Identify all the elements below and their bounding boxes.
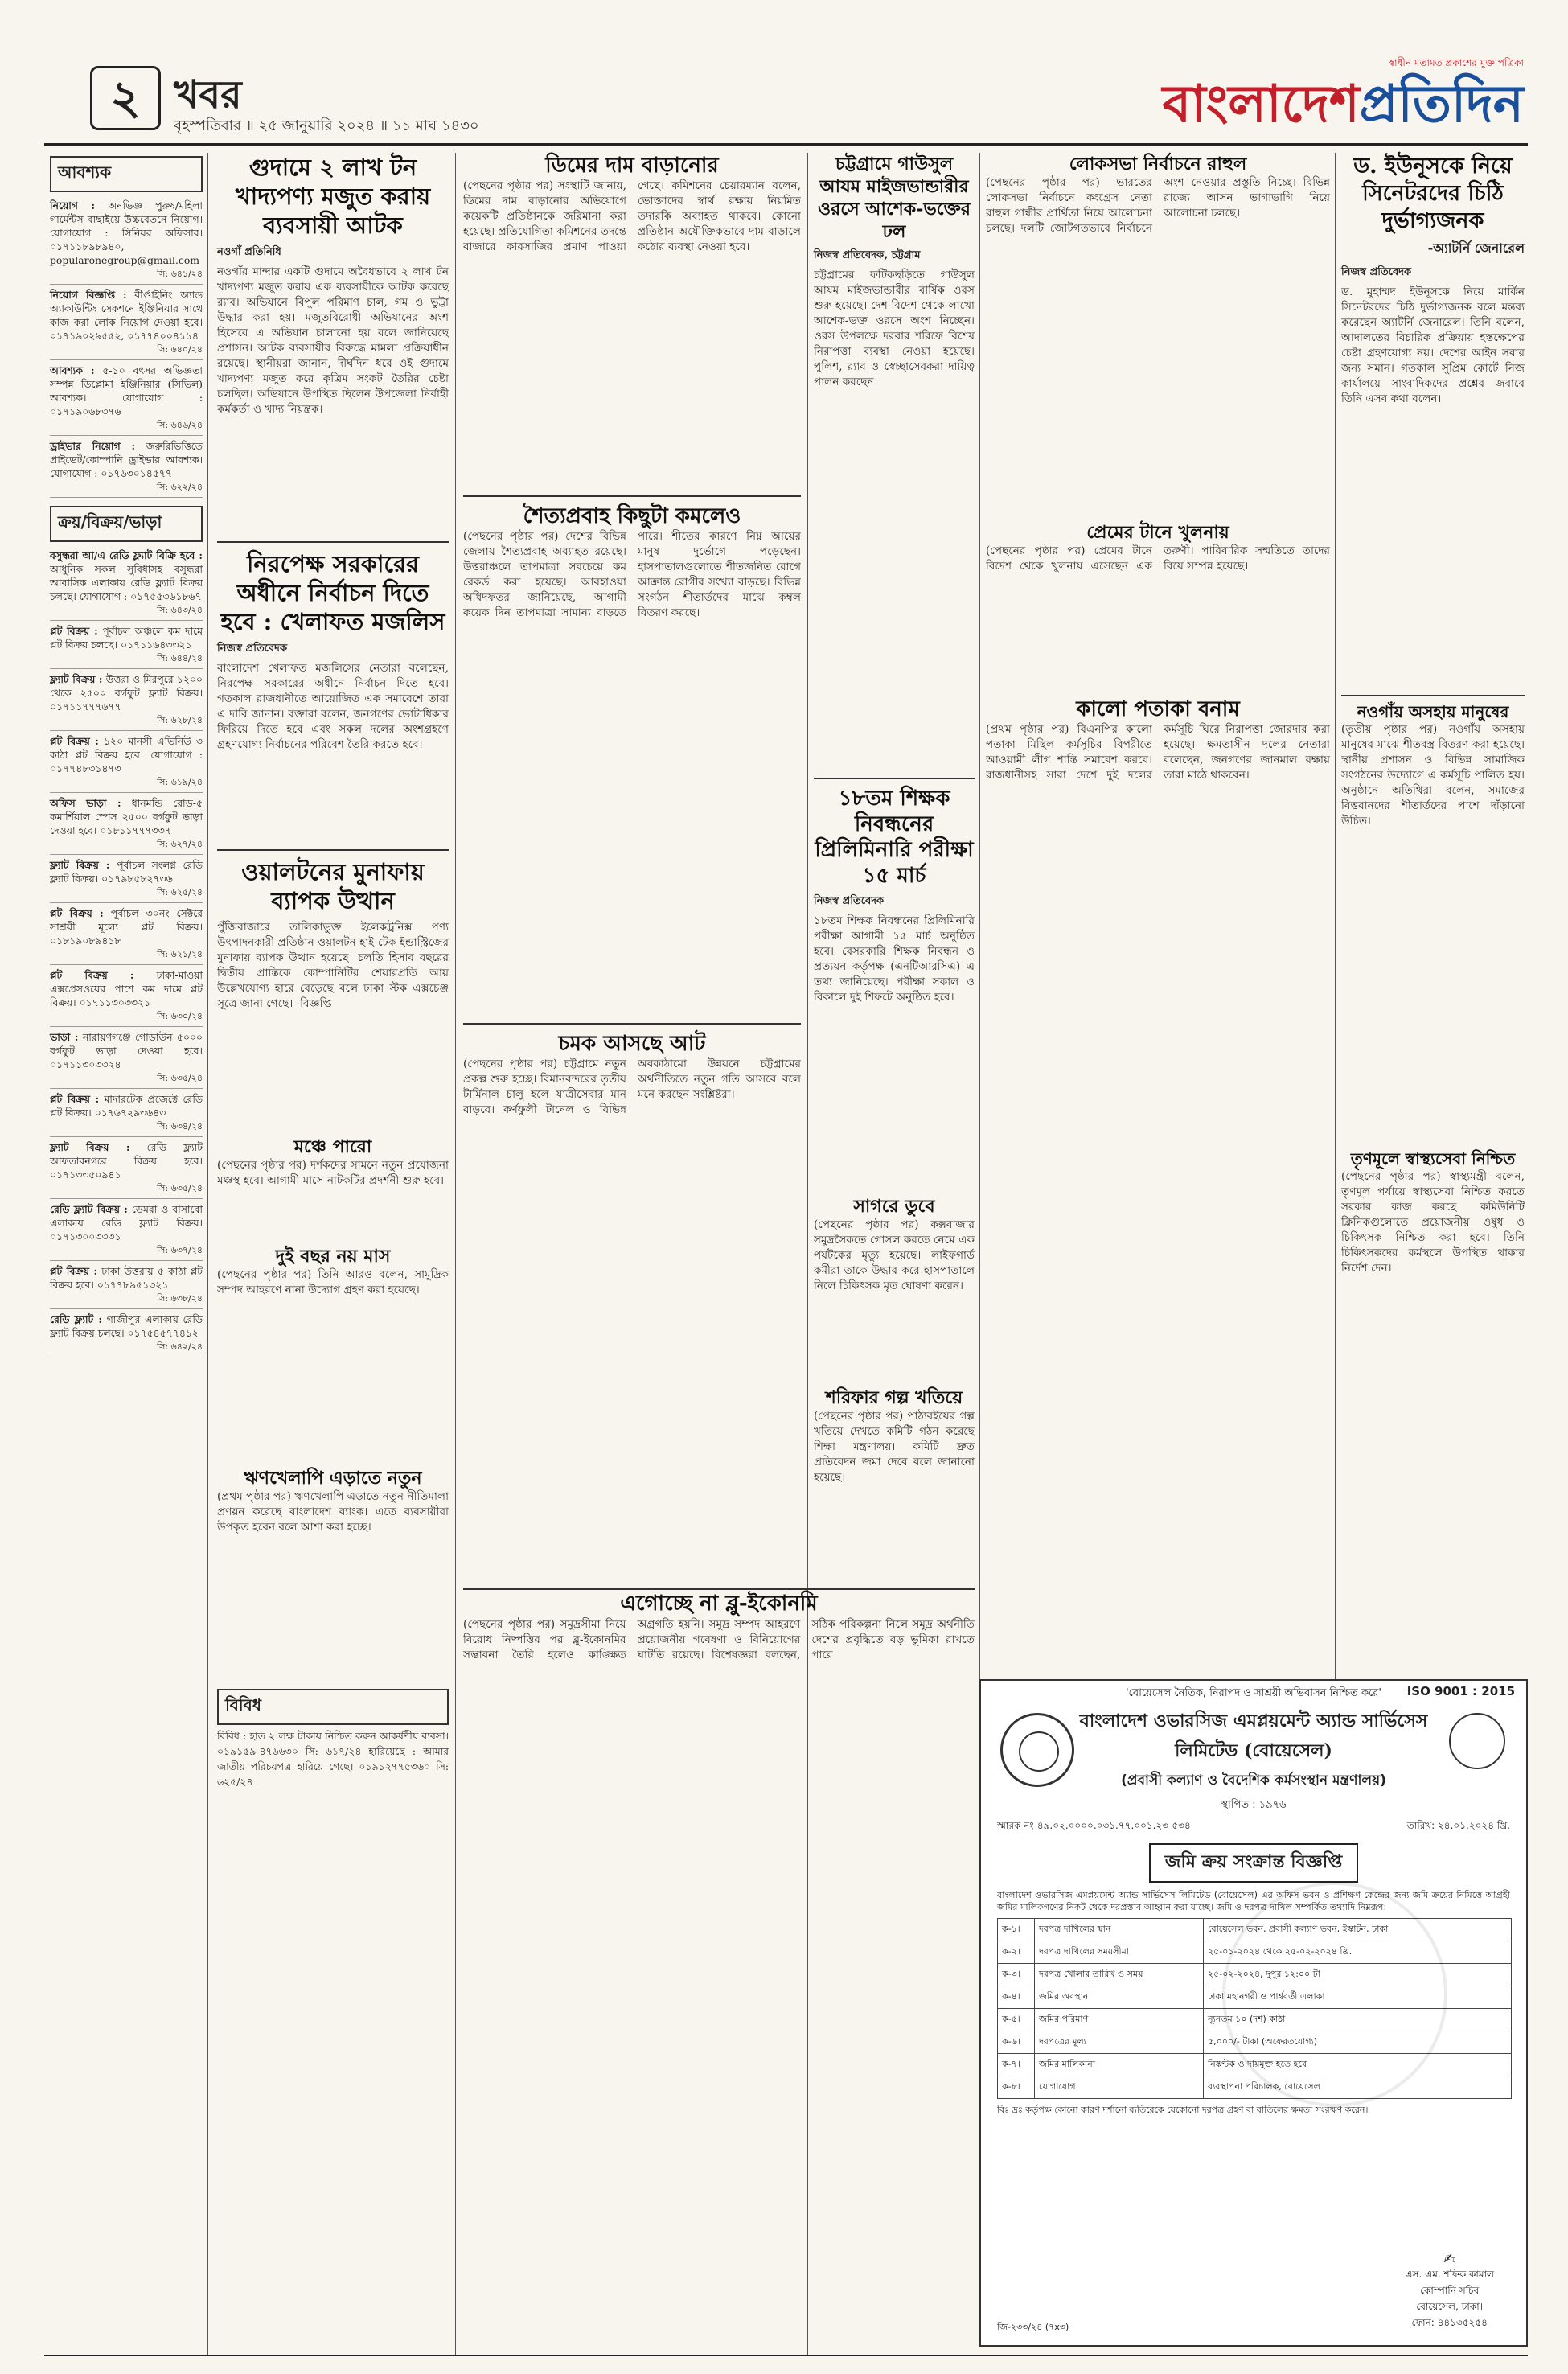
classified-item[interactable] <box>50 855 203 903</box>
story-body: পুঁজিবাজারে তালিকাভুক্ত ইলেকট্রনিক্স পণ্য উৎপাদনকারী প্রতিষ্ঠান ওয়ালটন হাই-টেক ইন্ডাস্ট্রিজের মুনাফায় ব্যাপক উত্থান হয়েছে। চলতি হিসাব বছরের দ্বিতীয় প্রান্তিকে কোম্পানিটির শেয়ারপ্রতি আয় উল্লেখযোগ্য হারে বেড়েছে বলে ঢাকা স্টক এক্সচেঞ্জ সূত্রে জানা গেছে। -বিজ্ঞপ্তি <box>217 921 449 1010</box>
seal-watermark <box>1222 1882 1447 2107</box>
classified-item-ref: সি: ৬৩৭/২৪ <box>156 1245 203 1255</box>
classified-item-text: উত্তরা ও মিরপুরে ১২০০ থেকে ২৫০০ বর্গফুট ফ্ল্যাট বিক্রয়। ০১৭১১৭৭৭৬৭৭ <box>50 673 203 713</box>
ad-table-cell: ন্যূনতম ১০ (দশ) কাঠা <box>1204 2009 1512 2031</box>
classified-item-text: রেডি ফ্ল্যাট আফতাবনগরে বিক্রয় হবে। ০১৭১৩৩৫০৯৪১ <box>50 1141 203 1181</box>
ad-table-cell: ক-৪। <box>998 1986 1035 2009</box>
headline-yunus[interactable]: ড. ইউনূসকে নিয়ে সিনেটরদের চিঠি দুর্ভাগ্যজনক <box>1353 154 1513 233</box>
story-body: (পেছনের পৃষ্ঠার পর) সংস্থাটি জানায়, ডিমের দাম বাড়ানোর অভিযোগে কয়েকটি প্রতিষ্ঠানকে জরিমানা করা হয়েছে। প্রতিযোগিতা কমিশনের তদন্তে বাজারে কারসাজির প্রমাণ পাওয়া গেছে। কমিশনের চেয়ারম্যান বলেন, ভোক্তাদের স্বার্থ রক্ষায় নিয়মিত তদারকি অব্যাহত থাকবে। কোনো প্রতিষ্ঠান অযৌক্তিকভাবে দাম বাড়ালে কঠোর ব্যবস্থা নেওয়া হবে। <box>463 179 801 253</box>
ad-intro: বাংলাদেশ ওভারসিজ এমপ্লয়মেন্ট অ্যান্ড সার্ভিসেস লিমিটেড (বোয়েসেল) এর অফিস ভবন ও প্রশিক্ষণ কেন্দ্রের জন্য জমি ক্রয়ের নিমিত্তে আগ্রহী জমির মালিকগণের নিকট থেকে দরপ্রস্তাব আহ্বান করা যাচ্ছে। জমি ও দরপত্র দাখিল সম্পর্কিত তথ্যাদি নিম্নরূপ: <box>997 1890 1510 1912</box>
land-purchase-notice-ad[interactable] <box>979 1679 1528 2347</box>
classified-item-ref: সি: ৬৩৪/২৪ <box>156 1121 203 1132</box>
story-column-5 <box>986 153 1330 1526</box>
ad-table-cell: ব্যবস্থাপনা পরিচালক, বোয়েসেল <box>1204 2076 1512 2099</box>
ad-table-cell: ক-৫। <box>998 2009 1035 2031</box>
classified-item-ref: সি: ৬৪১/২৪ <box>156 269 203 279</box>
header-rule <box>44 143 1528 146</box>
story-column-2 <box>217 153 449 1841</box>
classified-item-text: গাজীপুর এলাকায় রেডি ফ্ল্যাট বিক্রয় চলছে। ০১৭৫৪৫৭৭৪১২ <box>50 1313 203 1339</box>
classified-item-ref: সি: ৬৪৪/২৪ <box>156 653 203 663</box>
classified-item[interactable] <box>50 731 203 793</box>
classified-item-title: আবশ্যক : <box>50 364 95 376</box>
classified-item[interactable] <box>50 360 203 436</box>
classified-item-title: রেডি ফ্ল্যাট বিক্রয় : <box>50 1203 128 1215</box>
story-body: চট্টগ্রামের ফটিকছড়িতে গাউসুল আযম মাইজভান্ডারীর বার্ষিক ওরস শুরু হয়েছে। দেশ-বিদেশ থেকে লাখো আশেক-ভক্ত ওরসে অংশ নিচ্ছেন। ওরস উপলক্ষে দরবার শরিফে বিশেষ নিরাপত্তা ব্যবস্থা নেওয়া হয়েছে। পুলিশ, র‌্যাব ও স্বেচ্ছাসেবকরা দায়িত্ব পালন করছেন। <box>814 269 975 388</box>
story-body: (পেছনের পৃষ্ঠার পর) দেশের বিভিন্ন জেলায় শৈত্যপ্রবাহ অব্যাহত রয়েছে। উত্তরাঞ্চলে তাপমাত্রা সবচেয়ে কম রেকর্ড করা হয়েছে। আবহাওয়া অধিদফতর জানিয়েছে, আগামী কয়েক দিন তাপমাত্রা সামান্য বাড়তে পারে। শীতের কারণে নিম্ন আয়ের মানুষ দুর্ভোগে পড়েছেন। হাসপাতালগুলোতে শীতজনিত রোগে আক্রান্ত রোগীর সংখ্যা বাড়ছে। বিভিন্ন সংগঠন শীতার্তদের মাঝে কম্বল বিতরণ করছে। <box>463 530 801 619</box>
ad-table-cell: দরপত্রের মূল্য <box>1035 2031 1204 2054</box>
headline-teacher-reg[interactable]: ১৮তম শিক্ষক নিবন্ধনের প্রিলিমিনারি পরীক্ষা ১৫ মার্চ <box>814 778 975 889</box>
classified-item-ref: সি: ৬৩০/২৪ <box>156 1011 203 1021</box>
ad-ref-no: স্মারক নং-৪৯.০২.০০০০.০৩১.৭৭.০০১.২৩-৫৩৪ <box>997 1820 1191 1831</box>
headline-stage[interactable]: মঞ্চে পারো <box>293 1136 372 1157</box>
headline-sea[interactable]: সাগরে ডুবে <box>853 1196 935 1217</box>
classified-item-text: অনভিজ্ঞ পুরুষ/মহিলা গার্মেন্টস বাছাইয়ে উচ্চবেতনে নিয়োগ। যোগাযোগ : সিনিয়র অফিসার। ০১৭১১৮৯৮৯৪০, popularonegroup@gmail.com <box>50 199 203 266</box>
classified-item-title: প্লট বিক্রয় : <box>50 907 104 919</box>
classified-column <box>50 153 203 1357</box>
classified-item[interactable] <box>50 1027 203 1089</box>
classified-item-title: নিয়োগ : <box>50 199 96 212</box>
headline-walton[interactable]: ওয়ালটনের মুনাফায় ব্যাপক উত্থান <box>217 849 449 915</box>
story-body: (পেছনের পৃষ্ঠার পর) সমুদ্রসীমা নিয়ে বিরোধ নিষ্পত্তির পর ব্লু-ইকোনমির সম্ভাবনা তৈরি হলেও কাঙ্ক্ষিত অগ্রগতি হয়নি। সমুদ্র সম্পদ আহরণে প্রয়োজনীয় গবেষণা ও বিনিয়োগের ঘাটতি রয়েছে। বিশেষজ্ঞরা বলছেন, সঠিক পরিকল্পনা নিলে সমুদ্র অর্থনীতি দেশের প্রবৃদ্ধিতে বড় ভূমিকা রাখতে পারে। <box>463 1618 975 1661</box>
ad-signature-block <box>1405 2251 1494 2332</box>
misc-heading: বিবিধ <box>217 1689 449 1725</box>
headline-neutral-govt[interactable]: নিরপেক্ষ সরকারের অধীনে নির্বাচন দিতে হবে : খেলাফত মজলিস <box>217 541 449 636</box>
signer-org: বোয়েসেল, ঢাকা। <box>1416 2301 1484 2312</box>
classified-item-text: মাদারটেক প্রজেক্টে রেডি প্লট বিক্রয়। ০১৭৬৭২৯৩৬৪৩ <box>50 1093 203 1119</box>
story-body: বাংলাদেশ খেলাফত মজলিসের নেতারা বলেছেন, নিরপেক্ষ সরকারের অধীনে নির্বাচন দিতে হবে। গতকাল রাজধানীতে আয়োজিত এক সমাবেশে তারা এ দাবি জানান। বক্তারা বলেন, জনগণের ভোটাধিকার ফিরিয়ে দিতে হবে এবং সকল দলের অংশগ্রহণে গ্রহণযোগ্য নির্বাচনের পরিবেশ তৈরি করতে হবে। <box>217 662 449 751</box>
story-body: নওগাঁর মান্দার একটি গুদামে অবৈধভাবে ২ লাখ টন খাদ্যপণ্য মজুত করায় এক ব্যবসায়ীকে আটক করেছে র‌্যাব। অভিযানে বিপুল পরিমাণ চাল, গম ও ভুট্টা উদ্ধার করা হয়। মজুতবিরোধী অভিযানের অংশ হিসেবে এ অভিযান চালানো হয় বলে জানিয়েছে প্রশাসন। আটক ব্যবসায়ীর বিরুদ্ধে মামলা প্রক্রিয়াধীন রয়েছে। স্থানীয়রা জানান, দীর্ঘদিন ধরে ওই গুদামে খাদ্যপণ্য মজুত করে কৃত্রিম সংকট তৈরির চেষ্টা চলছিল। অভিযানে উপস্থিত ছিলেন উপজেলা নির্বাহী কর্মকর্তা ও খাদ্য নিয়ন্ত্রক। <box>217 265 449 416</box>
ad-table-cell: ঢাকা মহানগরী ও পার্শ্ববর্তী এলাকা <box>1204 1986 1512 2009</box>
headline-black-flag[interactable]: কালো পতাকা বনাম <box>1076 697 1240 721</box>
ad-title: জমি ক্রয় সংক্রান্ত বিজ্ঞপ্তি <box>1149 1843 1358 1883</box>
classified-item[interactable] <box>50 436 203 498</box>
classified-item-text: ঢাকা-মাওয়া এক্সপ্রেসওয়ের পাশে কম দামে প্লট বিক্রয়। ০১৭১১৩০৩৩২১ <box>50 969 203 1008</box>
headline-cold-wave[interactable]: শৈত্যপ্রবাহ কিছুটা কমলেও <box>463 495 801 529</box>
classified-item-text: পূর্বাচল ৩০নং সেক্টরে সাশ্রয়ী মূল্যে প্লট বিক্রয়। ০১৮১৯০৮৯৪১৮ <box>50 907 203 947</box>
ad-table-cell: জমির পরিমাণ <box>1035 2009 1204 2031</box>
classified-item-ref: সি: ৬২২/২৪ <box>156 482 203 492</box>
masthead[interactable] <box>1163 56 1524 135</box>
story-body: (পেছনের পৃষ্ঠার পর) চট্টগ্রামে নতুন প্রকল্প শুরু হচ্ছে। বিমানবন্দরের তৃতীয় টার্মিনাল চালু হলে যাত্রীসেবার মান বাড়বে। কর্ণফুলী টানেল ও বিভিন্ন অবকাঠামো উন্নয়নে চট্টগ্রামের অর্থনীতিতে নতুন গতি আসবে বলে মনে করছেন সংশ্লিষ্টরা। <box>463 1058 801 1116</box>
classified-item-ref: সি: ৬২৭/২৪ <box>156 839 203 849</box>
classified-item-title: ফ্ল্যাট বিক্রয় : <box>50 1141 130 1153</box>
column-divider <box>979 153 980 1681</box>
story-body: (প্রথম পৃষ্ঠার পর) বিএনপির কালো পতাকা মিছিল কর্মসূচির বিপরীতে আওয়ামী লীগ শান্তি সমাবেশ করবে। রাজধানীসহ সারা দেশে দুই দলের কর্মসূচি ঘিরে নিরাপত্তা জোরদার করা হয়েছে। ক্ষমতাসীন দলের নেতারা বলেছেন, জনগণের জানমাল রক্ষায় তারা মাঠে থাকবেন। <box>986 723 1330 782</box>
ad-ref-line <box>981 1814 1526 1835</box>
boesl-emblem-icon <box>1449 1713 1505 1769</box>
classified-heading: ক্রয়/বিক্রয়/ভাড়া <box>50 506 203 542</box>
byline: নিজস্ব প্রতিবেদক <box>1341 266 1412 278</box>
ad-table-cell: ৫,০০০/- টাকা (অফেরতযোগ্য) <box>1204 2031 1512 2054</box>
ad-organization: বাংলাদেশ ওভারসিজ এমপ্লয়মেন্ট অ্যান্ড সার্ভিসেস লিমিটেড (বোয়েসেল) <box>1079 1711 1428 1761</box>
classified-item-title: প্লট বিক্রয় : <box>50 1093 100 1105</box>
classified-item-title: প্লট বিক্রয় : <box>50 625 98 637</box>
misc-body: বিবিধ : হাত ২ লক্ষ টাকায় নিশ্চিত করুন আকর্ষণীয় ব্যবসা। ০১৯১৫৯-৪৭৬৬৩০ সি: ৬১৭/২৪ হারিয়েছে : আমার জাতীয় পরিচয়পত্র হারিয়ে গেছে। ০১৯১২৭৭৫৩৬০ সি: ৬২৫/২৪ <box>217 1730 449 1788</box>
story-body: (পেছনের পৃষ্ঠার পর) প্রেমের টানে বিদেশ থেকে খুলনায় এসেছেন এক তরুণী। পারিবারিক সম্মতিতে তাদের বিয়ে সম্পন্ন হয়েছে। <box>986 544 1330 573</box>
story-column-4 <box>814 153 975 1602</box>
signer-phone: ফোন: ৪৪১৩৫২৫৪ <box>1411 2317 1488 2328</box>
classified-item-text: ধানমন্ডি রোড-৫ কমার্শিয়াল স্পেস ২৫০০ বর্গফুট ভাড়া দেওয়া হবে। ০১৮১১৭৭৭৩৩৭ <box>50 797 203 836</box>
classified-item-ref: সি: ৬২৮/২৪ <box>156 715 203 725</box>
classified-item[interactable] <box>50 545 203 621</box>
classified-item-text: ডেমরা ও বাসাবো এলাকায় রেডি ফ্ল্যাট বিক্রয়। ০১৭১৩০০৩৩৩১ <box>50 1203 203 1242</box>
ad-table-cell: ২৫-০২-২০২৪, দুপুর ১২:০০ টা <box>1204 1964 1512 1986</box>
ad-table-cell: ক-৭। <box>998 2054 1035 2076</box>
classified-item[interactable] <box>50 1089 203 1137</box>
signer-name: এস. এম. শফিক কামাল <box>1405 2269 1494 2280</box>
classified-item-title: ড্রাইভার নিয়োগ : <box>50 440 136 452</box>
headline-maizbhandari[interactable]: চট্টগ্রামে গাউসুল আযম মাইজভান্ডারীর ওরসে আশেক-ভক্তের ঢল <box>817 154 971 242</box>
classified-item[interactable] <box>50 669 203 731</box>
classified-item-ref: সি: ৬৪৬/২৪ <box>156 420 203 430</box>
ad-table-cell: নিষ্কণ্টক ও দায়মুক্ত হতে হবে <box>1204 2054 1512 2076</box>
headline-atat[interactable]: চমক আসছে আট <box>463 1023 801 1057</box>
byline: নওগাঁ প্রতিনিধি <box>217 246 281 258</box>
headline-godown[interactable]: গুদামে ২ লাখ টন খাদ্যপণ্য মজুত করায় ব্যবসায়ী আটক <box>235 154 431 239</box>
classified-item-ref: সি: ৬২৫/২৪ <box>156 887 203 897</box>
classified-item-text: ৫-১০ বৎসর অভিজ্ঞতা সম্পন্ন ডিপ্লোমা ইঞ্জিনিয়ার (সিভিল) আবশ্যক। যোগাযোগ : ০১৭১৯০৬৮৩৭৬ <box>50 364 203 417</box>
classified-item[interactable] <box>50 1309 203 1357</box>
footer-rule <box>44 2355 1528 2356</box>
iso-label: ISO 9001 : 2015 <box>1406 1684 1515 1698</box>
ad-table-row <box>998 2076 1512 2099</box>
classified-item-ref: সি: ৬২১/২৪ <box>156 949 203 959</box>
signature-icon: ✍ <box>1443 2251 1456 2268</box>
classified-item-ref: সি: ৬৪২/২৪ <box>156 1341 203 1352</box>
byline: নিজস্ব প্রতিবেদক <box>814 895 885 907</box>
story-body: (পেছনের পৃষ্ঠার পর) স্বাস্থ্যমন্ত্রী বলেন, তৃণমূল পর্যায়ে স্বাস্থ্যসেবা নিশ্চিত করতে সরকার কাজ করছে। কমিউনিটি ক্লিনিকগুলোতে প্রয়োজনীয় ওষুধ ও চিকিৎসক নিশ্চিত করা হবে। তিনি চিকিৎসকদের কর্মস্থলে উপস্থিত থাকার নির্দেশ দেন। <box>1341 1170 1525 1275</box>
classified-item-title: ফ্ল্যাট বিক্রয় : <box>50 673 103 685</box>
masthead-tagline: স্বাধীন মতামত প্রকাশের মুক্ত পত্রিকা <box>1388 57 1524 68</box>
byline: নিজস্ব প্রতিবেদক, চট্টগ্রাম <box>814 249 921 261</box>
section-name: খবর <box>174 72 242 117</box>
story-body: (পেছনের পৃষ্ঠার পর) দর্শকদের সামনে নতুন প্রযোজনা মঞ্চস্থ হবে। আগামী মাসে নাটকটির প্রদর্শনী শুরু হবে। <box>217 1159 449 1187</box>
ad-table-cell: ক-১। <box>998 1919 1035 1941</box>
dateline: বৃহস্পতিবার ॥ ২৫ জানুয়ারি ২০২৪ ॥ ১১ মাঘ ১৪৩০ <box>174 117 479 134</box>
ad-code: জি-২৩৩/২৪ (৭x৩) <box>997 2322 1069 2332</box>
headline-attribution: -অ্যাটর্নি জেনারেল <box>1427 240 1525 256</box>
classified-item-title: রেডি ফ্ল্যাট : <box>50 1313 102 1325</box>
story-column-3 <box>463 153 801 1507</box>
classified-item-text: ১২০ মানসী এভিনিউ ৩ কাঠা প্লট বিক্রয় হবে। যোগাযোগ : ০১৭৭৪৮৩১৪৭৩ <box>50 735 203 774</box>
column-divider <box>455 153 456 2356</box>
ad-table-cell: ক-৩। <box>998 1964 1035 1986</box>
story-body: (পেছনের পৃষ্ঠার পর) তিনি আরও বলেন, সামুদ্রিক সম্পদ আহরণে নানা উদ্যোগ গ্রহণ করা হয়েছে। <box>217 1268 449 1296</box>
classified-item-title: প্লট বিক্রয় : <box>50 969 134 981</box>
classified-item[interactable] <box>50 793 203 855</box>
classified-item-ref: সি: ৬১৯/২৪ <box>156 777 203 787</box>
ad-table-cell: ক-৮। <box>998 2076 1035 2099</box>
headline-sharifa[interactable]: শরিফার গল্প খতিয়ে <box>825 1387 963 1408</box>
classified-item[interactable] <box>50 285 203 360</box>
story-body: (প্রথম পৃষ্ঠার পর) ঋণখেলাপি এড়াতে নতুন নীতিমালা প্রণয়ন করেছে বাংলাদেশ ব্যাংক। এতে ব্যবসায়ীরা উপকৃত হবেন বলে আশা করা হচ্ছে। <box>217 1490 449 1534</box>
classified-item-ref: সি: ৬৪৩/২৪ <box>156 605 203 615</box>
page-number: ২ <box>90 66 161 130</box>
ad-table-cell: দরপত্র খোলার তারিখ ও সময় <box>1035 1964 1204 1986</box>
classified-item-text: বীর্ণ্ডাইনিং অ্যান্ড অ্যাকাউন্টিং সেকশনে ইঞ্জিনিয়ার সাথে কাজ করা লোক নিয়োগ দেওয়া হবে। ০১৭১৯০২৯৫৫২, ০১৭৭৪০০৪১১৪ <box>50 289 203 342</box>
ad-table-cell: ক-৬। <box>998 2031 1035 2054</box>
classified-item[interactable] <box>50 1137 203 1199</box>
classified-item-text: জরুরিভিত্তিতে প্রাইভেট/কোম্পানি ড্রাইভার আবশ্যক। যোগাযোগ : ০১৭৬৩০১৪৫৭৭ <box>50 440 203 479</box>
classified-item-text: ঢাকা উত্তরায় ৫ কাঠা প্লট বিক্রয় হবে। ০১৭৭৮৯৫১৩২১ <box>50 1265 203 1291</box>
classified-item[interactable] <box>50 903 203 965</box>
classified-item-text: পূর্বাচল সংলগ্ন রেডি ফ্ল্যাট বিক্রয়। ০১৭৯৮৫৮২৭৩৬ <box>50 859 203 885</box>
ad-table-cell: জমির অবস্থান <box>1035 1986 1204 2009</box>
ad-table-cell: ক-২। <box>998 1941 1035 1964</box>
classified-item-text: পূর্বাচল অঞ্চলে কম দামে প্লট বিক্রয় চলছে। ০১৭১১৬৪৩৩২১ <box>50 625 203 651</box>
story-body: ১৮তম শিক্ষক নিবন্ধনের প্রিলিমিনারি পরীক্ষা আগামী ১৫ মার্চ অনুষ্ঠিত হবে। বেসরকারি শিক্ষক নিবন্ধন ও প্রত্যয়ন কর্তৃপক্ষ (এনটিআরসিএ) এ তথ্য জানিয়েছে। পরীক্ষা সকাল ও বিকালে দুই শিফটে অনুষ্ঠিত হবে। <box>814 914 975 1004</box>
ad-table-cell: ২৫-০১-২০২৪ থেকে ২৫-০২-২০২৪ খ্রি. <box>1204 1941 1512 1964</box>
story-body: (পেছনের পৃষ্ঠার পর) পাঠ্যবইয়ের গল্প খতিয়ে দেখতে কমিটি গঠন করেছে শিক্ষা মন্ত্রণালয়। কমিটি দ্রুত প্রতিবেদন জমা দেবে বলে জানানো হয়েছে। <box>814 1410 975 1484</box>
ad-footnote: বিঃ দ্রঃ কর্তৃপক্ষ কোনো কারণ দর্শানো ব্যতিরেকে যেকোনো দরপত্র গ্রহণ বা বাতিলের ক্ষমতা সংরক্ষণ করেন। <box>997 2105 1369 2115</box>
ad-table-cell: যোগাযোগ <box>1035 2076 1204 2099</box>
headline-naogaon[interactable]: নওগাঁয় অসহায় মানুষের <box>1341 695 1525 722</box>
classified-item[interactable] <box>50 1199 203 1261</box>
story-body: (পেছনের পৃষ্ঠার পর) ভারতের লোকসভা নির্বাচনে কংগ্রেস নেতা রাহুল গান্ধীর প্রার্থিতা নিয়ে আলোচনা চলছে। দলটি জোটগতভাবে নির্বাচনে অংশ নেওয়ার প্রস্তুতি নিচ্ছে। বিভিন্ন রাজ্যে আসন ভাগাভাগি নিয়ে আলোচনা চলছে। <box>986 176 1330 235</box>
headline-two-years[interactable]: দুই বছর নয় মাস <box>275 1246 391 1267</box>
classified-item-title: ভাড়া : <box>50 1031 79 1043</box>
column-divider <box>207 153 208 2356</box>
headline-love[interactable]: প্রেমের টানে খুলনায় <box>1086 522 1229 543</box>
masthead-logo: বাংলাদেশপ্রতিদিন <box>1162 74 1524 134</box>
story-blue-economy <box>463 1588 975 2325</box>
classified-item-title: বসুন্ধরা আ/এ রেডি ফ্ল্যাট বিক্রি হবে : <box>50 549 203 561</box>
ad-ministry: (প্রবাসী কল্যাণ ও বৈদেশিক কর্মসংস্থান মন্ত্রণালয়) <box>1121 1772 1386 1789</box>
classified-item[interactable] <box>50 621 203 669</box>
classified-item[interactable] <box>50 1261 203 1309</box>
classified-item[interactable] <box>50 965 203 1027</box>
ad-table-cell: দরপত্র দাখিলের সময়সীমা <box>1035 1941 1204 1964</box>
headline-loan[interactable]: ঋণখেলাপি এড়াতে নতুন <box>244 1468 422 1489</box>
classified-item-title: প্লট বিক্রয় : <box>50 1265 98 1277</box>
headline-blue-economy[interactable]: এগোচ্ছে না ব্লু-ইকোনমি <box>620 1592 818 1616</box>
byline: নিজস্ব প্রতিবেদক <box>217 643 288 655</box>
classified-item-title: প্লট বিক্রয় : <box>50 735 99 747</box>
story-body: (তৃতীয় পৃষ্ঠার পর) নওগাঁয় অসহায় মানুষের মাঝে শীতবস্ত্র বিতরণ করা হয়েছে। স্থানীয় প্রশাসন ও বিভিন্ন সামাজিক সংগঠনের উদ্যোগে এ কর্মসূচি পালিত হয়। অনুষ্ঠানে অতিথিরা বলেন, সমাজের বিত্তবানদের শীতার্তদের পাশে দাঁড়ানো উচিত। <box>1341 723 1525 828</box>
classified-item-ref: সি: ৬৩৫/২৪ <box>156 1073 203 1083</box>
ad-table-cell: দরপত্র দাখিলের স্থান <box>1035 1919 1204 1941</box>
story-body: (পেছনের পৃষ্ঠার পর) কক্সবাজার সমুদ্রসৈকতে গোসল করতে নেমে এক পর্যটকের মৃত্যু হয়েছে। লাইফগার্ড কর্মীরা তাকে উদ্ধার করে হাসপাতালে নিলে চিকিৎসক মৃত ঘোষণা করেন। <box>814 1218 975 1292</box>
signer-title: কোম্পানি সচিব <box>1420 2285 1480 2296</box>
classified-item-text: নারায়ণগঞ্জে গোডাউন ৫০০০ বর্গফুট ভাড়া দেওয়া হবে। ০১৭১১৩০৩৩২৪ <box>50 1031 203 1070</box>
ad-table-cell: বোয়েসেল ভবন, প্রবাসী কল্যাণ ভবন, ইস্কাটন, ঢাকা <box>1204 1919 1512 1941</box>
ad-ref-date: তারিখ: ২৪.০১.২০২৪ খ্রি. <box>1406 1820 1510 1831</box>
classified-item-title: অফিস ভাড়া : <box>50 797 121 809</box>
headline-rahul[interactable]: লোকসভা নির্বাচনে রাহুল <box>1069 154 1247 175</box>
classified-item-ref: সি: ৬৪০/২৪ <box>156 344 203 355</box>
story-column-6 <box>1341 153 1525 1604</box>
ad-table-cell: জমির মালিকানা <box>1035 2054 1204 2076</box>
classified-item-ref: সি: ৬৩৮/২৪ <box>156 1293 203 1304</box>
headline-egg[interactable]: ডিমের দাম বাড়ানোর <box>545 154 719 178</box>
ad-slogan: 'বোয়েসেল নৈতিক, নিরাপদ ও সাশ্রয়ী অভিবাসন নিশ্চিত করে' <box>1125 1687 1381 1699</box>
classified-item[interactable] <box>50 195 203 285</box>
classified-item-title: নিয়োগ বিজ্ঞপ্তি : <box>50 289 127 301</box>
story-body: ড. মুহাম্মদ ইউনূসকে নিয়ে মার্কিন সিনেটরদের চিঠি দুর্ভাগ্যজনক বলে মন্তব্য করেছেন অ্যাটর্নি জেনারেল। তিনি বলেন, আদালতের বিচারিক প্রক্রিয়ায় হস্তক্ষেপের চেষ্টা গ্রহণযোগ্য নয়। দেশের আইন সবার জন্য সমান। গতকাল সুপ্রিম কোর্টে নিজ কার্যালয়ে সাংবাদিকদের প্রশ্নের জবাবে তিনি এসব কথা বলেন। <box>1341 285 1525 405</box>
boesl-logo-icon <box>1000 1713 1074 1787</box>
headline-health[interactable]: তৃণমূলে স্বাস্থ্যসেবা নিশ্চিত <box>1350 1149 1516 1169</box>
classified-item-text: আধুনিক সকল সুবিধাসহ বসুন্ধরা আবাসিক এলাকায় রেডি ফ্ল্যাট বিক্রয় চলছে। যোগাযোগ : ০১৭৫৫৩৬১৮৬৭ <box>50 563 203 602</box>
column-divider <box>1335 153 1336 1681</box>
ad-established: স্থাপিত : ১৯৭৬ <box>1221 1799 1287 1811</box>
classified-item-title: ফ্ল্যাট বিক্রয় : <box>50 859 110 871</box>
classified-heading: আবশ্যক <box>50 156 203 192</box>
classified-item-ref: সি: ৬৩৫/২৪ <box>156 1183 203 1193</box>
